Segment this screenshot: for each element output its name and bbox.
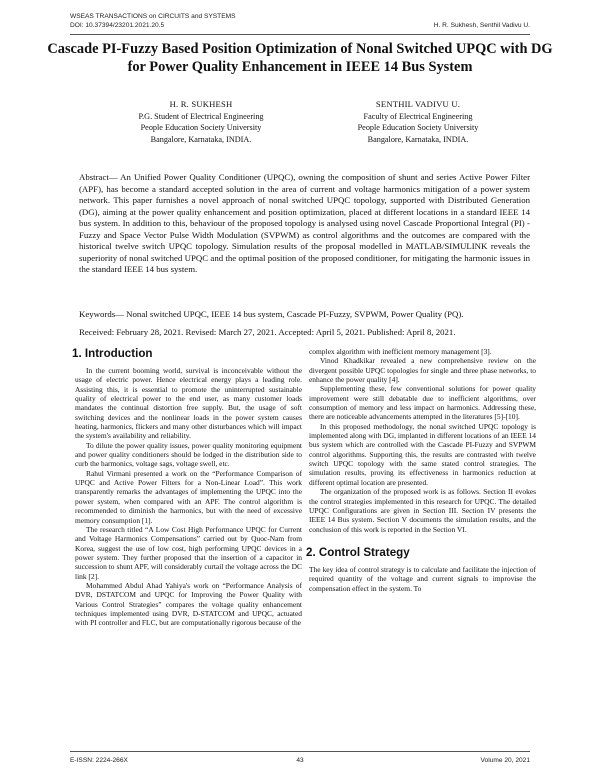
running-head-authors: H. R. Sukhesh, Senthil Vadivu U. bbox=[433, 21, 530, 29]
footer-volume: Volume 20, 2021 bbox=[480, 757, 530, 764]
author-position: P.G. Student of Electrical Engineering bbox=[138, 111, 264, 121]
footer-rule bbox=[70, 751, 530, 752]
paragraph: To dilute the power quality issues, power quality monitoring equipment and power quality conditioners should be lodged in the distribution side to curb the harmonics, voltage sags, voltage swell, etc. bbox=[75, 440, 302, 469]
right-column bbox=[306, 347, 536, 593]
abstract bbox=[79, 172, 530, 276]
author-location: Bangalore, Karnataka, INDIA. bbox=[367, 134, 469, 144]
abstract-label: Abstract— bbox=[79, 172, 118, 182]
author-position: Faculty of Electrical Engineering bbox=[363, 111, 473, 121]
paragraph: Mohammed Abdul Ahad Yahiya's work on “Performance Analysis of DVR, DSTATCOM and UPQC for Improving the Power Quality with Various Control Strategies” compares the voltage quality enhancement techniques implemented using DVR, D-STATCOM and UPQC, actuated with PI controller and FLC, but are computationally rigorous because of the bbox=[75, 580, 302, 628]
author-1 bbox=[86, 99, 316, 145]
paragraph: complex algorithm with inefficient memory management [3]. bbox=[309, 347, 492, 356]
author-location: Bangalore, Karnataka, INDIA. bbox=[150, 134, 252, 144]
keywords-text: Nonal switched UPQC, IEEE 14 bus system, Cascade PI-Fuzzy, SVPWM, Power Quality (PQ). bbox=[126, 309, 464, 319]
journal-name: WSEAS TRANSACTIONS on CIRCUITS and SYSTEMS bbox=[70, 13, 236, 20]
paragraph: In this proposed methodology, the nonal switched UPQC topology is implemented along with DG, implanted in different locations of an IEEE 14 bus system which are controlled with the Cascade PI-Fuzzy and SVPWM control algorithms. Supporting this, the results are contrasted with twelve switch UPQC topology with the same stated control strategies. The simulation results, proving its effectiveness in harmonics reduction at different optimal location are presented. bbox=[309, 421, 536, 487]
keywords-label: Keywords— bbox=[79, 309, 124, 319]
keywords bbox=[79, 309, 530, 321]
running-head bbox=[70, 13, 530, 30]
abstract-text: An Unified Power Quality Conditioner (UPQC), owning the composition of shunt and series Active Power Filter (APF), has become a standard accepted solution in the area of current and voltage harmonics mitigation of a power system network. This paper furnishes a novel approach of nonal switched UPQC topology, supported with Distributed Generation (DG), aiming at the power quality enhancement and position optimization, placed at different locations in a standard IEEE 14 bus system. In addition to this, behaviour of the proposed topology is analysed using novel Cascade Proportional Integral (PI) - Fuzzy and Space Vector Pulse Width Modulation (SVPWM) as control algorithms and the outcomes are compared with the historical twelve switch UPQC topology. Simulation results of the proposal modelled in MATLAB/SIMULINK reveals the superiority of nonal switched UPQC and the optimal position of the proposed conditioner, for mitigating the harmonic issues in the standard IEEE 14 bus system. bbox=[79, 172, 531, 275]
author-institution: People Education Society University bbox=[140, 123, 262, 133]
paragraph: Rahul Virmani presented a work on the “Performance Comparison of UPQC and Active Power Filters for a Non-Linear Load”. This work transparently remarks the advantages of implementing the UPQC into the power system, when compared with an APF. The control algorithm is recommended to diminish the harmonics, but with the need of excessive memory consumption [1]. bbox=[75, 468, 302, 525]
paragraph: Supplementing these, few conventional solutions for power quality improvement were still debatable due to inefficient algorithms, over consumption of memory and less impact on harmonics. Addressing these, there are noticeable advancements attempted in the literatures [5]-[10]. bbox=[309, 384, 536, 422]
footer-issn: E-ISSN: 2224-266X bbox=[70, 757, 128, 764]
paper-title: Cascade PI-Fuzzy Based Position Optimization of Nonal Switched UPQC with DG for Power Quality Enhancement in IEEE 14 Bus System bbox=[47, 41, 553, 75]
paragraph: The research titled “A Low Cost High Performance UPQC for Current and Voltage Harmonics Compensations” carried out by Quoc-Nam from Korea, suggest the use of low cost, high performing UPQC devices in a power system. They further proposed that the insertion of a capacitor in succession to shunt APF, will considerably curtail the voltage across the DC link [2]. bbox=[75, 524, 302, 581]
paragraph: The organization of the proposed work is as follows. Section II evokes the control strategies implemented in this research for UPQC. The detailed UPQC Configurations are given in Section III. Section IV presents the IEEE 14 Bus system. Section V documents the simulation results, and the conclusion of this work is reported in the Section VI. bbox=[309, 487, 536, 534]
author-name: SENTHIL VADIVU U. bbox=[375, 99, 461, 109]
doi: DOI: 10.37394/23201.2021.20.5 bbox=[70, 21, 165, 29]
author-name: H. R. SUKHESH bbox=[169, 99, 233, 109]
page-number: 43 bbox=[296, 757, 304, 764]
section-title-control-strategy: 2. Control Strategy bbox=[306, 545, 410, 559]
left-column bbox=[72, 347, 302, 628]
section-title-introduction: 1. Introduction bbox=[72, 347, 153, 360]
paragraph: In the current booming world, survival is inconceivable without the usage of electric power. Hence electrical energy plays a leading role. Assisting this, it is essential to promote the uninterrupted sustainable quality of electrical power to the end user, as many customer loads mandates the continual distortion free supply. But, the usage of soft switching devices and the nonlinear loads in the power system causes heating, harmonics, flickers and many other disturbances which will impact the system's availability and reliability. bbox=[75, 366, 302, 441]
author-institution: People Education Society University bbox=[357, 123, 479, 133]
author-2 bbox=[303, 99, 533, 145]
received-dates: Received: February 28, 2021. Revised: March 27, 2021. Accepted: April 5, 2021. Published: April 8, 2021. bbox=[79, 327, 456, 337]
paragraph: Vinod Khadkikar revealed a new comprehensive review on the divergent possible UPQC topologies for single and three phase networks, to enhance the power quality [4]. bbox=[309, 356, 536, 385]
header-rule bbox=[70, 34, 530, 35]
paragraph: The key idea of control strategy is to calculate and facilitate the injection of required quantity of the voltage and current signals to improvise the compensation effect in the system. To bbox=[309, 564, 536, 593]
